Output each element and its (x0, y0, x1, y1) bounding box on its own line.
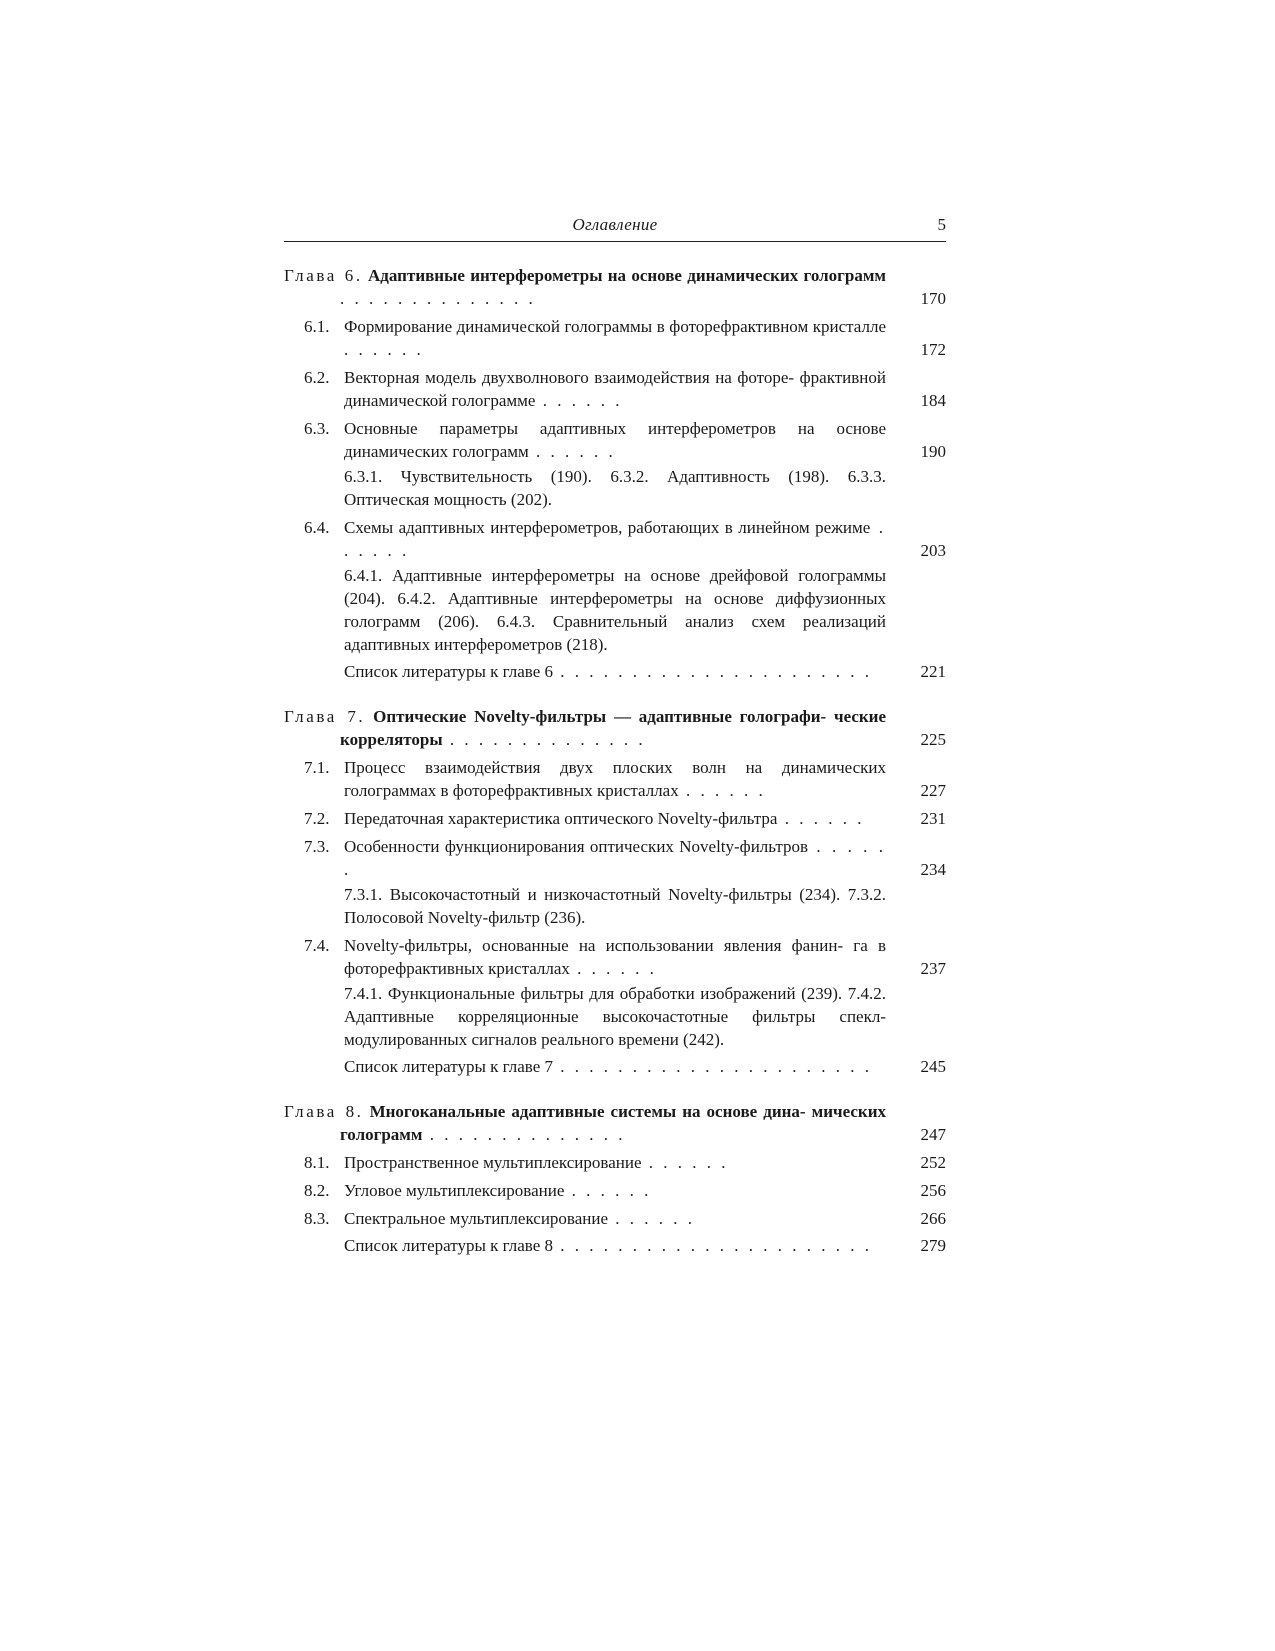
section-number: 7.4. (304, 936, 330, 955)
subsection-list: 7.3.1. Высокочастотный и низкочастотный Novelty-фильтры (234). 7.3.2. Полосовой Novelty-фильтр (236). (344, 885, 886, 927)
chapter-label: Глава 8. (284, 1102, 364, 1121)
toc-chapter (284, 264, 946, 683)
toc-literature[interactable] (284, 1234, 946, 1257)
section-number: 6.2. (304, 368, 330, 387)
section-number: 7.1. (304, 758, 330, 777)
table-of-contents (284, 264, 946, 1257)
leader-dots: . . . . . . (608, 1209, 696, 1228)
chapter-heading-text (284, 705, 886, 751)
section-text: 6.3. Основные параметры адаптивных интерферометров на основе динамических голограмм . . . . . . (304, 419, 886, 461)
toc-section[interactable] (284, 1151, 946, 1174)
book-page (284, 215, 946, 1263)
section-text: 8.3. Спектральное мультиплексирование . . . . . . (304, 1209, 696, 1228)
section-text: 6.4. Схемы адаптивных интерферометров, работающих в линейном режиме . . . . . . (304, 518, 886, 560)
toc-literature[interactable] (284, 660, 946, 683)
section-page-number: 252 (920, 1153, 946, 1172)
leader-dots: . . . . . . (535, 391, 623, 410)
section-text: 6.2. Векторная модель двухволнового взаимодействия на фоторе- фрактивной динамической голограмме . . . . . . (304, 368, 886, 410)
chapter-label: Глава 6. (284, 266, 363, 285)
toc-section[interactable] (284, 1207, 946, 1230)
leader-dots: . . . . . . . . . . . . . . (340, 289, 536, 308)
toc-chapter (284, 705, 946, 1078)
section-number: 7.2. (304, 809, 330, 828)
chapter-title: Адаптивные интерферометры на основе динамических голограмм (368, 266, 886, 285)
section-page-number: 172 (920, 340, 946, 359)
section-text: 7.1. Процесс взаимодействия двух плоских волн на динамических голограммах в фоторефрактивных кристаллах . . . . . . (304, 758, 886, 800)
leader-dots: . . . . . . . . . . . . . . (422, 1125, 626, 1144)
leader-dots: . . . . . . (564, 1181, 652, 1200)
section-page-number: 237 (920, 959, 946, 978)
toc-section[interactable] (284, 807, 946, 830)
section-number: 8.3. (304, 1209, 330, 1228)
leader-dots: . . . . . . (528, 442, 616, 461)
leader-dots: . . . . . . (569, 959, 657, 978)
running-head (284, 215, 946, 242)
toc-section[interactable] (284, 835, 946, 881)
literature-page-number: 221 (920, 662, 946, 681)
chapter-page-number: 170 (920, 289, 946, 308)
toc-literature[interactable] (284, 1055, 946, 1078)
section-text: 8.2. Угловое мультиплексирование . . . . . . (304, 1181, 652, 1200)
subsection-list: 7.4.1. Функциональные фильтры для обработки изображений (239). 7.4.2. Адаптивные корреляционные высокочастотные фильтры спекл-модулированных сигналов реального времени (242). (344, 984, 886, 1049)
literature-page-number: 279 (920, 1236, 946, 1255)
section-page-number: 231 (920, 809, 946, 828)
toc-section[interactable] (284, 315, 946, 361)
subsection-list: 6.4.1. Адаптивные интерферометры на основе дрейфовой голограммы (204). 6.4.2. Адаптивные интерферометры на основе диффузионных голограмм (206). 6.4.3. Сравнительный анализ схем реализаций адаптивных интерферометров (218). (344, 566, 886, 654)
section-number: 6.1. (304, 317, 330, 336)
leader-dots: . . . . . . (641, 1153, 729, 1172)
subsection-list: 6.3.1. Чувствительность (190). 6.3.2. Адаптивность (198). 6.3.3. Оптическая мощность (202). (344, 467, 886, 509)
chapter-heading[interactable] (284, 1100, 946, 1146)
toc-section[interactable] (284, 516, 946, 562)
chapter-title: Многоканальные адаптивные системы на основе дина- мических голограмм (340, 1102, 886, 1144)
section-page-number: 184 (920, 391, 946, 410)
section-text: 6.1. Формирование динамической голограммы в фоторефрактивном кристалле . . . . . . (304, 317, 886, 359)
section-text: 7.2. Передаточная характеристика оптического Novelty-фильтра . . . . . . (304, 809, 865, 828)
toc-section[interactable] (284, 934, 946, 980)
leader-dots: . . . . . . (777, 809, 865, 828)
chapter-heading[interactable] (284, 264, 946, 310)
chapter-label: Глава 7. (284, 707, 366, 726)
section-text: 7.4. Novelty-фильтры, основанные на использовании явления фанин- га в фоторефрактивных кристаллах . . . . . . (304, 936, 886, 978)
page-number: 5 (937, 215, 946, 234)
section-page-number: 227 (920, 781, 946, 800)
chapter-page-number: 247 (920, 1125, 946, 1144)
toc-chapter (284, 1100, 946, 1257)
leader-dots: . . . . . . . . . . . . . . . . . . . . . . (553, 1057, 872, 1076)
section-page-number: 190 (920, 442, 946, 461)
chapter-heading[interactable] (284, 705, 946, 751)
chapter-page-number: 225 (920, 730, 946, 749)
section-number: 7.3. (304, 837, 330, 856)
running-head-title: Оглавление (572, 215, 658, 234)
toc-section[interactable] (284, 1179, 946, 1202)
toc-section[interactable] (284, 756, 946, 802)
leader-dots: . . . . . . . . . . . . . . . . . . . . . . (553, 662, 872, 681)
toc-section[interactable] (284, 417, 946, 463)
literature-text: Список литературы к главе 8 . . . . . . . . . . . . . . . . . . . . . . (344, 1236, 872, 1255)
section-text: 7.3. Особенности функционирования оптических Novelty-фильтров . . . . . . (304, 837, 886, 879)
section-number: 6.4. (304, 518, 330, 537)
section-page-number: 203 (920, 541, 946, 560)
section-number: 8.1. (304, 1153, 330, 1172)
section-page-number: 234 (920, 860, 946, 879)
literature-text: Список литературы к главе 7 . . . . . . . . . . . . . . . . . . . . . . (344, 1057, 872, 1076)
leader-dots: . . . . . . (678, 781, 766, 800)
literature-page-number: 245 (920, 1057, 946, 1076)
chapter-title: Оптические Novelty-фильтры — адаптивные голографи- ческие корреляторы (340, 707, 886, 749)
chapter-heading-text (284, 264, 886, 310)
section-number: 6.3. (304, 419, 330, 438)
section-number: 8.2. (304, 1181, 330, 1200)
leader-dots: . . . . . . (344, 340, 424, 359)
literature-text: Список литературы к главе 6 . . . . . . . . . . . . . . . . . . . . . . (344, 662, 872, 681)
leader-dots: . . . . . . . . . . . . . . (442, 730, 646, 749)
section-text: 8.1. Пространственное мультиплексирование . . . . . . (304, 1153, 729, 1172)
section-page-number: 256 (920, 1181, 946, 1200)
chapter-heading-text (284, 1100, 886, 1146)
toc-section[interactable] (284, 366, 946, 412)
leader-dots: . . . . . . (344, 518, 886, 560)
section-page-number: 266 (920, 1209, 946, 1228)
leader-dots: . . . . . . . . . . . . . . . . . . . . . . (553, 1236, 872, 1255)
leader-dots: . . . . . . (344, 837, 886, 879)
